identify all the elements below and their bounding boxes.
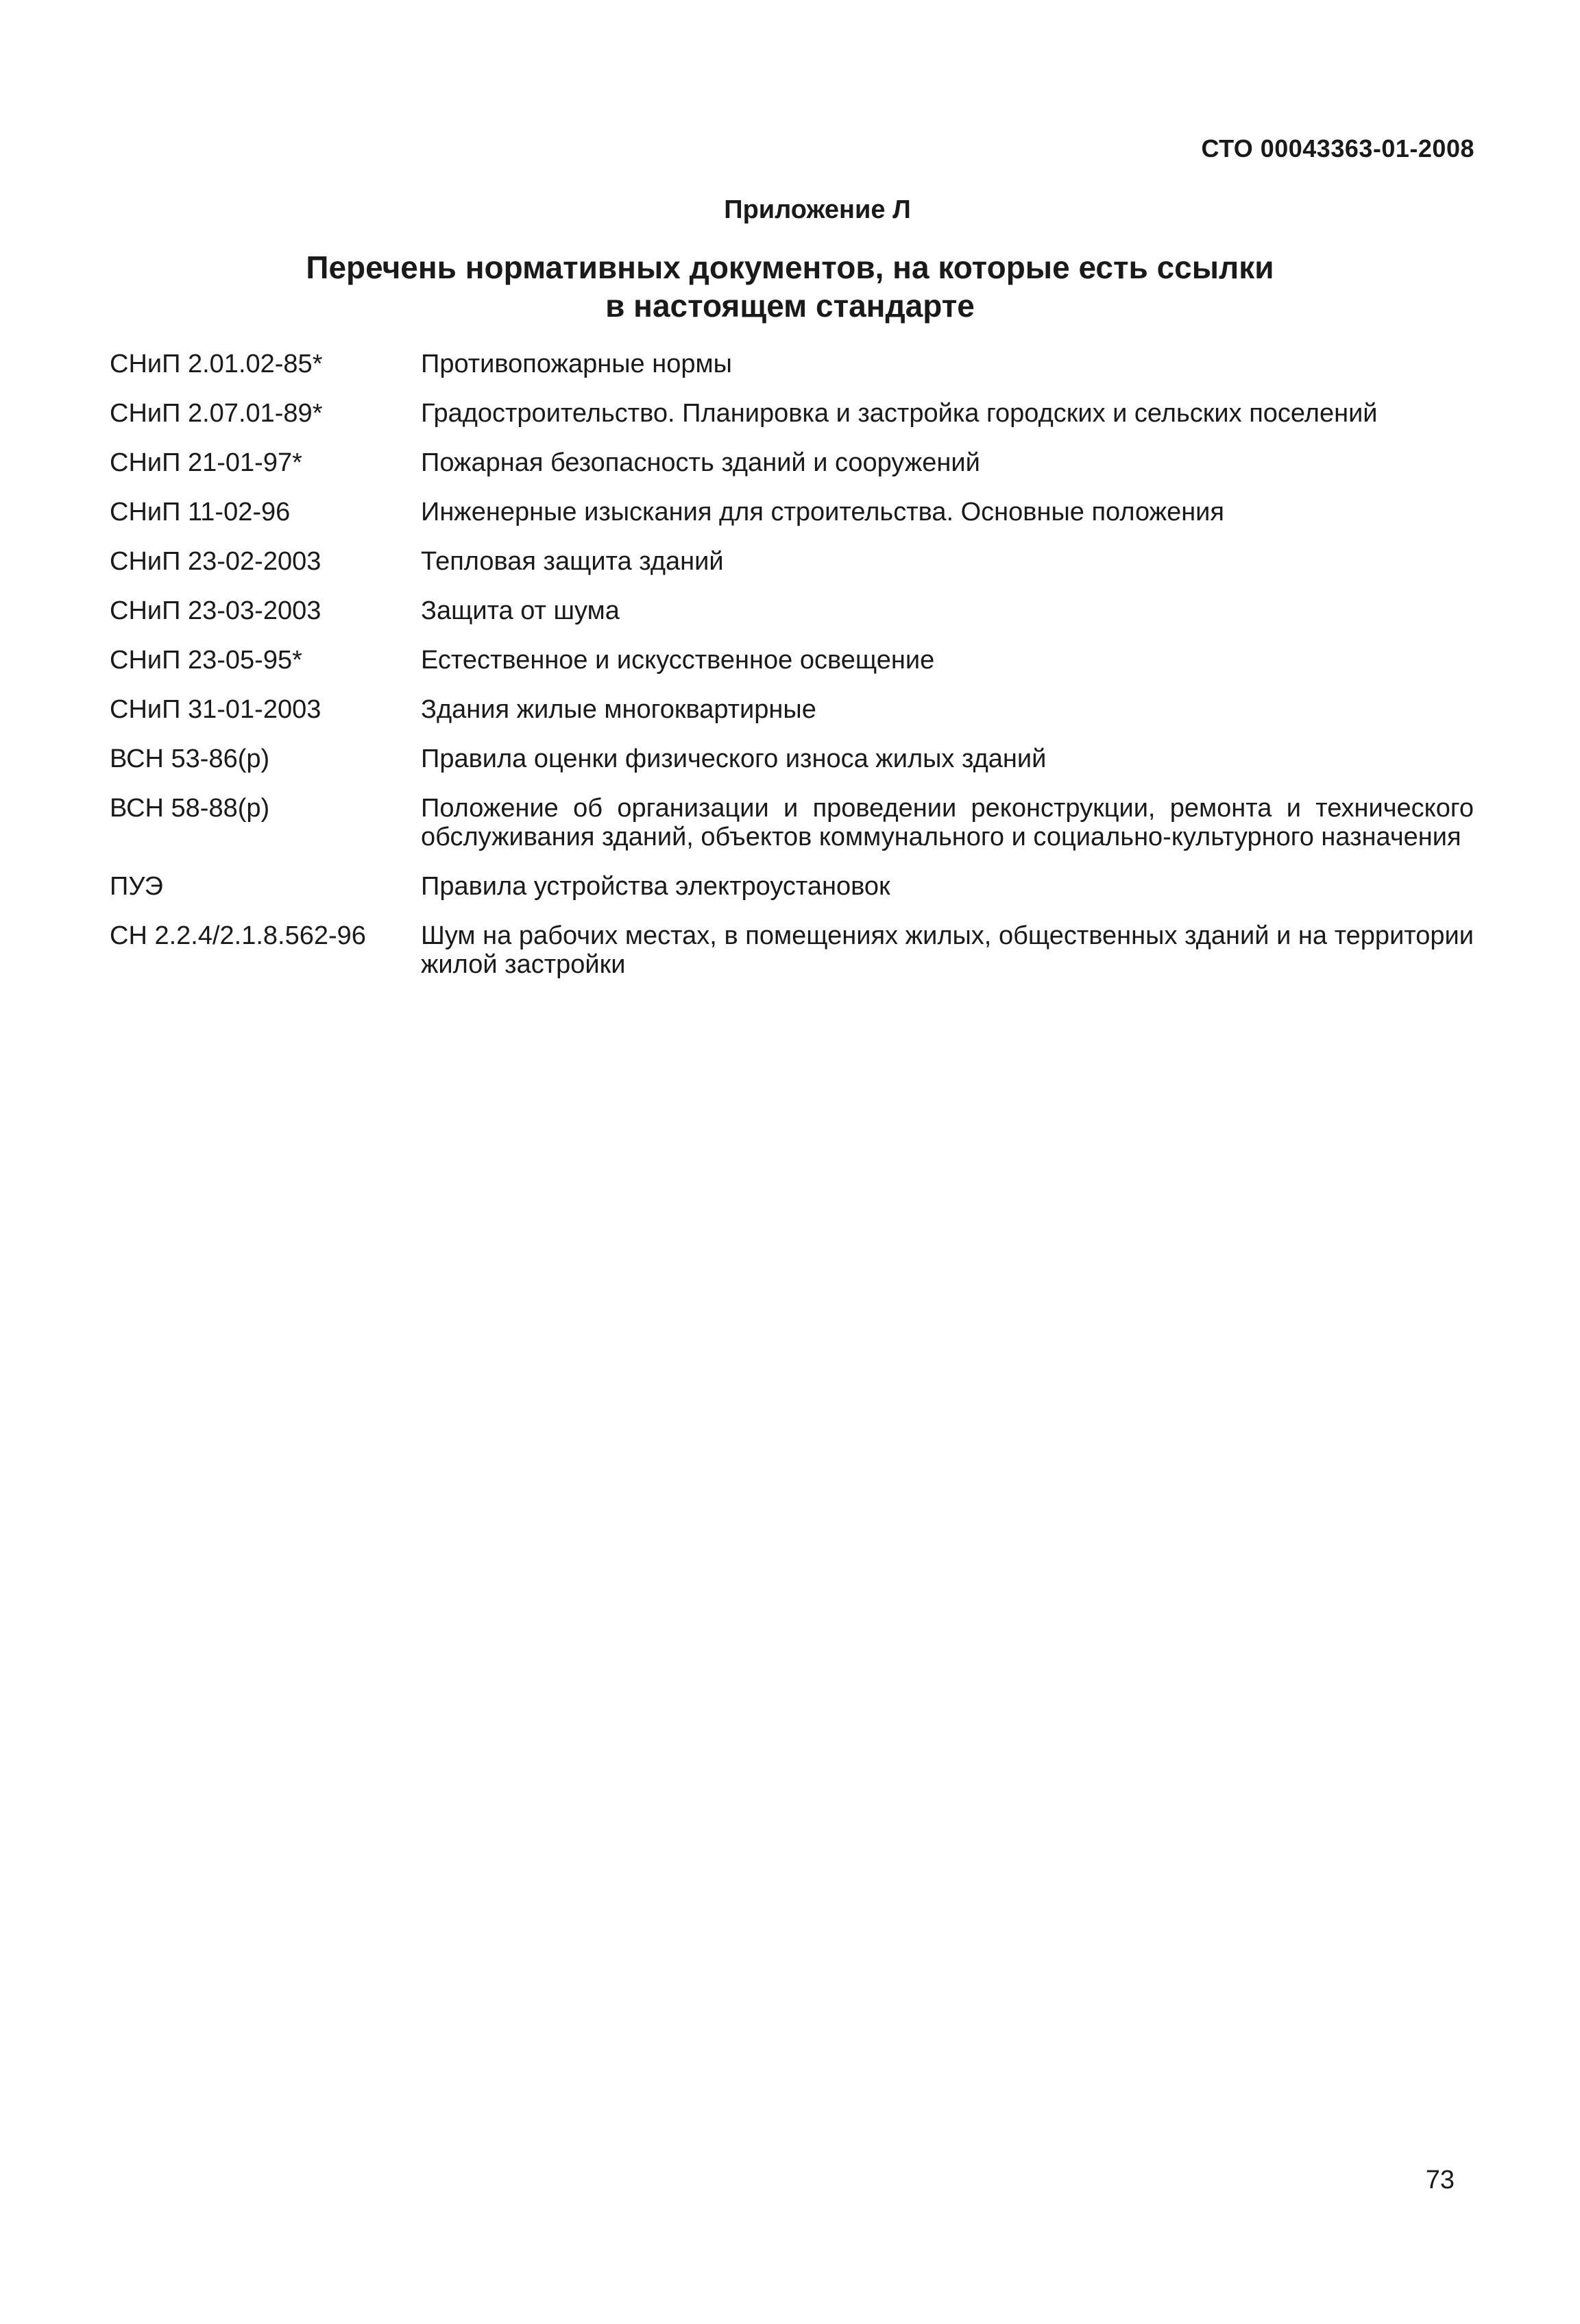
reference-code: СНиП 23-03-2003 (110, 596, 321, 625)
table-row (110, 915, 1474, 993)
reference-name: Правила устройства электроустановок (421, 872, 890, 901)
table-row (110, 540, 1474, 590)
reference-code: СНиП 31-01-2003 (110, 695, 321, 724)
title-line-1: Перечень нормативных документов, на которые есть ссылки (306, 250, 1274, 285)
reference-name: Естественное и искусственное освещение (421, 646, 935, 675)
reference-code: СНиП 2.01.02-85* (110, 350, 323, 378)
reference-name: Инженерные изыскания для строительства. Основные положения (421, 498, 1224, 526)
table-row (110, 392, 1474, 441)
page-title (0, 248, 1580, 325)
reference-name: Противопожарные нормы (421, 350, 732, 378)
reference-name: Шум на рабочих местах, в помещениях жилых, общественных зданий и на территории жилой застройки (421, 921, 1474, 979)
reference-name: Защита от шума (421, 596, 620, 625)
reference-code: ВСН 58-88(р) (110, 794, 270, 823)
table-row (110, 639, 1474, 688)
table-row (110, 688, 1474, 738)
references-table (110, 343, 1474, 993)
table-row (110, 441, 1474, 491)
page-number: 73 (1425, 2166, 1455, 2194)
reference-code: СН 2.2.4/2.1.8.562-96 (110, 921, 366, 950)
reference-code: ПУЭ (110, 872, 163, 901)
reference-name: Тепловая защита зданий (421, 547, 724, 576)
reference-code: ВСН 53-86(р) (110, 745, 270, 773)
reference-name: Градостроительство. Планировка и застройка городских и сельских поселений (421, 399, 1378, 428)
table-row (110, 491, 1474, 540)
table-row (110, 787, 1474, 865)
appendix-label: Приложение Л (724, 195, 911, 224)
reference-code: СНиП 11-02-96 (110, 498, 291, 526)
reference-code: СНиП 23-02-2003 (110, 547, 321, 576)
title-line-2: в настоящем стандарте (605, 288, 975, 324)
reference-code: СНиП 23-05-95* (110, 646, 302, 675)
table-row (110, 590, 1474, 639)
reference-name: Положение об организации и проведении реконструкции, ремонта и технического обслуживания зданий, объектов коммунального и социально-культурного назначения (421, 794, 1474, 851)
table-row (110, 343, 1474, 392)
reference-name: Здания жилые многоквартирные (421, 695, 816, 724)
document-code: СТО 00043363-01-2008 (1201, 134, 1474, 162)
table-row (110, 865, 1474, 915)
reference-code: СНиП 21-01-97* (110, 448, 302, 477)
reference-name: Правила оценки физического износа жилых зданий (421, 745, 1047, 773)
reference-name: Пожарная безопасность зданий и сооружений (421, 448, 980, 477)
reference-code: СНиП 2.07.01-89* (110, 399, 323, 428)
table-row (110, 738, 1474, 787)
